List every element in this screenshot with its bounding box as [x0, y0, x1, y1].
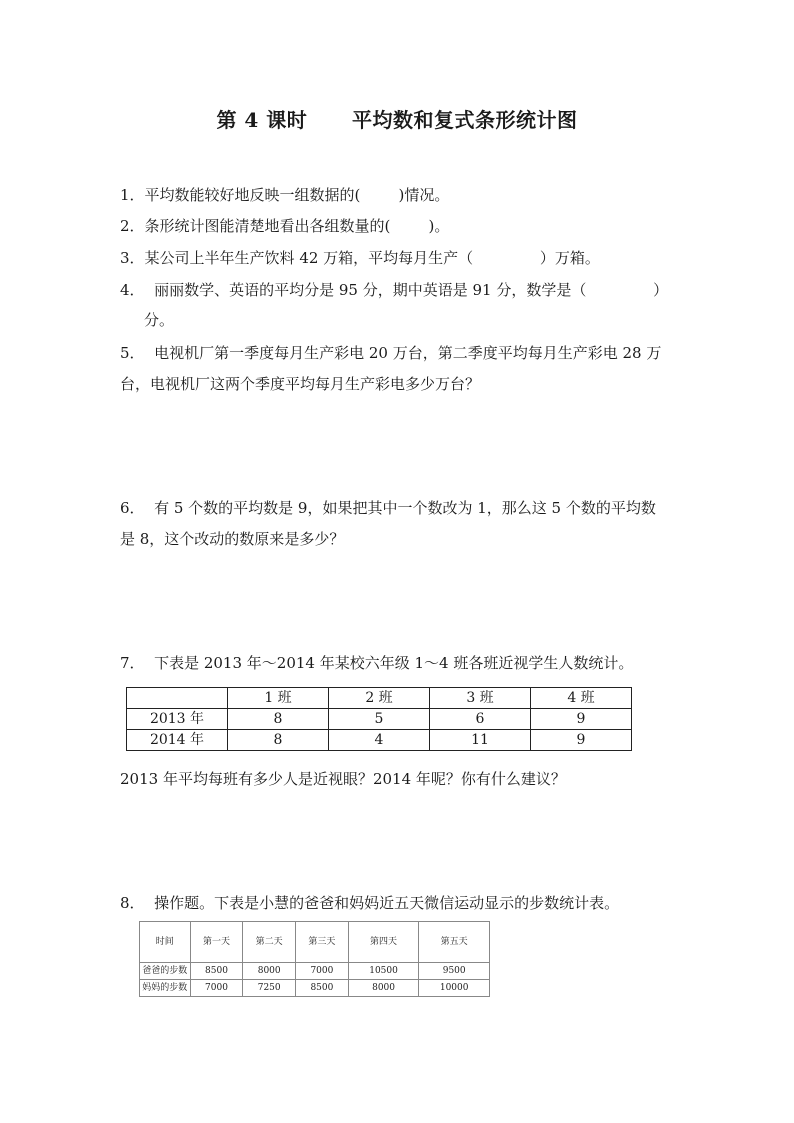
table-cell: 6 [430, 709, 531, 730]
table-cell: 8 [228, 730, 329, 751]
question-5-continued: 台，电视机厂这两个季度平均每月生产彩电多少万台？ [120, 375, 481, 393]
steps-table [139, 921, 490, 997]
table-cell: 第二天 [243, 922, 296, 963]
table-cell: 第一天 [190, 922, 243, 963]
table-row [127, 709, 632, 730]
table-cell: 爸爸的步数 [140, 963, 191, 980]
question-7: 7． 下表是 2013 年～2014 年某校六年级 1～4 班各班近视学生人数统计。 [120, 654, 634, 672]
table-cell: 2013 年 [127, 709, 228, 730]
table-cell: 11 [430, 730, 531, 751]
table-cell: 5 [329, 709, 430, 730]
table-cell: 8500 [190, 963, 243, 980]
table-cell: 7000 [190, 980, 243, 997]
page-title: 第 4 课时 平均数和复式条形统计图 [216, 108, 578, 132]
question-7-continued: 2013 年平均每班有多少人是近视眼？2014 年呢？你有什么建议？ [120, 770, 566, 788]
question-4-continued: 分。 [144, 311, 175, 329]
table-cell: 8 [228, 709, 329, 730]
myopia-table [126, 687, 632, 751]
table-row [140, 963, 490, 980]
table-header-row [127, 688, 632, 709]
table-cell: 10000 [419, 980, 490, 997]
question-6-continued: 是 8，这个改动的数原来是多少？ [120, 530, 345, 548]
table-cell: 9500 [419, 963, 490, 980]
question-6: 6． 有 5 个数的平均数是 9，如果把其中一个数改为 1，那么这 5 个数的平均数 [120, 499, 656, 517]
table-cell: 4 [329, 730, 430, 751]
table-cell: 8000 [243, 963, 296, 980]
table-cell: 时间 [140, 922, 191, 963]
table-row [140, 980, 490, 997]
table-cell: 4 班 [531, 688, 632, 709]
question-3: 3．某公司上半年生产饮料 42 万箱，平均每月生产（ ）万箱。 [120, 249, 600, 267]
table-cell: 3 班 [430, 688, 531, 709]
table-cell: 8000 [348, 980, 419, 997]
table-cell: 妈妈的步数 [140, 980, 191, 997]
question-2: 2．条形统计图能清楚地看出各组数量的( )。 [120, 217, 450, 235]
table-cell: 7000 [296, 963, 349, 980]
table-cell: 2014 年 [127, 730, 228, 751]
table-cell: 第五天 [419, 922, 490, 963]
table-cell: 9 [531, 709, 632, 730]
table-row [127, 730, 632, 751]
question-1: 1．平均数能较好地反映一组数据的( )情况。 [120, 186, 450, 204]
table-cell: 2 班 [329, 688, 430, 709]
question-8: 8． 操作题。下表是小慧的爸爸和妈妈近五天微信运动显示的步数统计表。 [120, 894, 620, 912]
question-4: 4． 丽丽数学、英语的平均分是 95 分，期中英语是 91 分，数学是（ ） [120, 281, 669, 299]
table-cell: 1 班 [228, 688, 329, 709]
table-cell: 第三天 [296, 922, 349, 963]
table-cell: 7250 [243, 980, 296, 997]
table-cell: 8500 [296, 980, 349, 997]
table-header-row [140, 922, 490, 963]
table-cell: 9 [531, 730, 632, 751]
table-cell [127, 688, 228, 709]
question-5: 5． 电视机厂第一季度每月生产彩电 20 万台，第二季度平均每月生产彩电 28 万 [120, 344, 662, 362]
table-cell: 10500 [348, 963, 419, 980]
table-cell: 第四天 [348, 922, 419, 963]
